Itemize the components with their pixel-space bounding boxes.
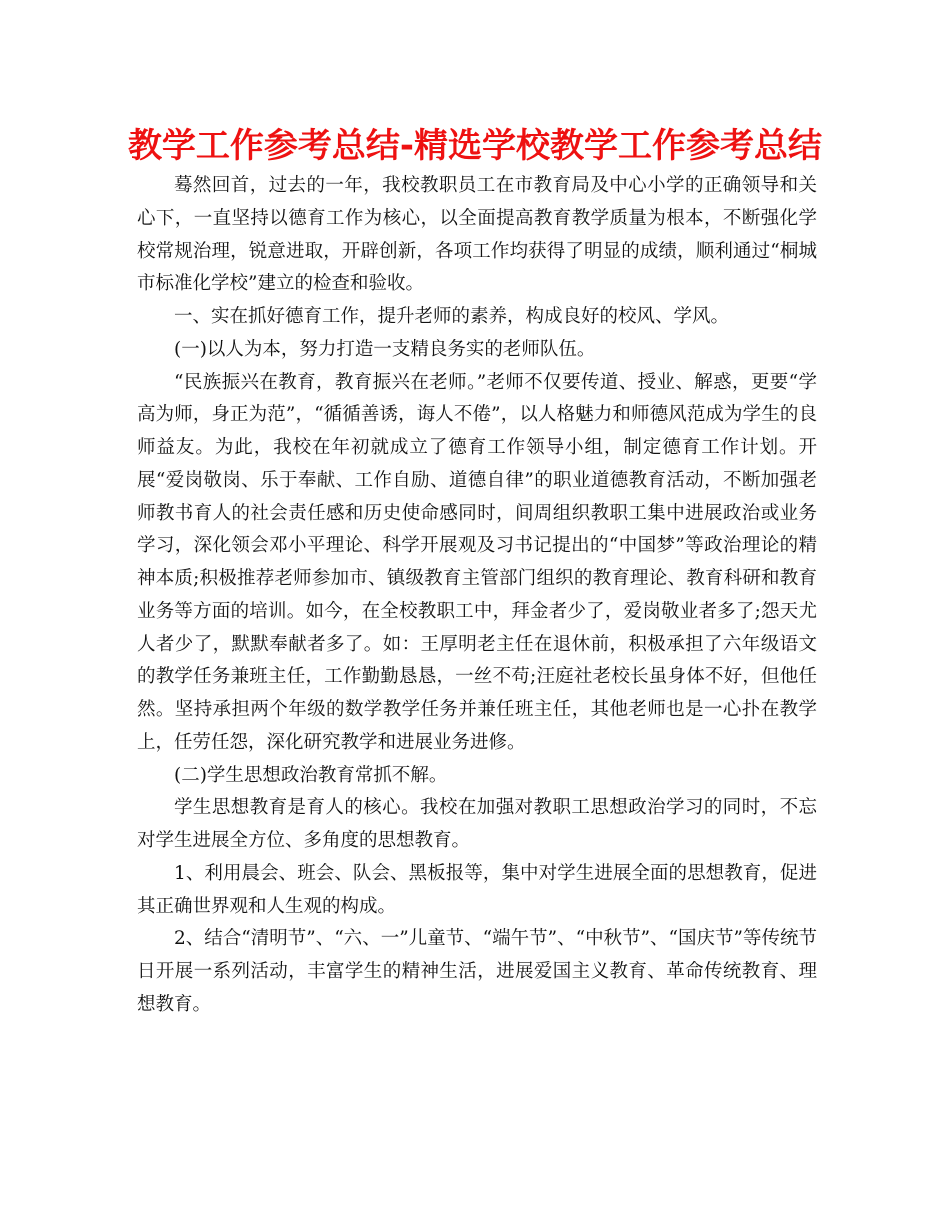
paragraph-subsection-1-heading: (一)以人为本，努力打造一支精良务实的老师队伍。: [174, 338, 596, 360]
paragraph-item-2: 2、结合“清明节”、“六、一”儿童节、“端午节”、“中秋节”、“国庆节”等传统节日开展一系列活动，丰富学生的精神生活，进展爱国主义教育、革命传统教育、理想教育。: [137, 928, 817, 1015]
paragraph-teacher-team: “民族振兴在教育，教育振兴在老师。”老师不仅要传道、授业、解惑，更要“学高为师，身正为范”，“循循善诱，诲人不倦”，以人格魅力和师德风范成为学生的良师益友。为此，我校在年初就成立了德育工作领导小组，制定德育工作计划。开展“爱岗敬岗、乐于奉献、工作自励、道德自律”的职业道德教育活动，不断加强老师教书育人的社会责任感和历史使命感同时，间周组织教职工集中进展政治或业务学习，深化领会邓小平理论、科学开展观及习书记提出的“中国梦”等政治理论的精神本质;积极推荐老师参加市、镇级教育主管部门组织的教育理论、教育科研和教育业务等方面的培训。如今，在全校教职工中，拜金者少了，爱岗敬业者多了;怨天尤人者少了，默默奉献者多了。如：王厚明老主任在退休前，积极承担了六年级语文的教学任务兼班主任，工作勤勤恳恳，一丝不苟;汪庭社老校长虽身体不好，但他任然。坚持承担两个年级的数学教学任务并兼任班主任，其他老师也是一心扑在教学上，任劳任怨，深化研究教学和进展业务进修。: [137, 371, 817, 753]
paragraph-section-1-heading: 一、实在抓好德育工作，提升老师的素养，构成良好的校风、学风。: [174, 306, 730, 327]
paragraph-intro: 蓦然回首，过去的一年，我校教职员工在市教育局及中心小学的正确领导和关心下，一直坚持以德育工作为核心，以全面提高教育教学质量为根本，不断强化学校常规治理，锐意进取，开辟创新，各项工作均获得了明显的成绩，顺利通过“桐城市标准化学校”建立的检查和验收。: [137, 175, 817, 295]
paragraph-subsection-2-heading: (二)学生思想政治教育常抓不解。: [174, 764, 448, 786]
paragraph-student-education: 学生思想教育是育人的核心。我校在加强对教职工思想政治学习的同时，不忘对学生进展全方位、多角度的思想教育。: [137, 797, 817, 851]
paragraph-item-1: 1、利用晨会、班会、队会、黑板报等，集中对学生进展全面的思想教育，促进其正确世界观和人生观的构成。: [137, 862, 817, 917]
document-title: 教学工作参考总结-精选学校教学工作参考总结: [127, 126, 823, 166]
document-body: [137, 170, 817, 1022]
